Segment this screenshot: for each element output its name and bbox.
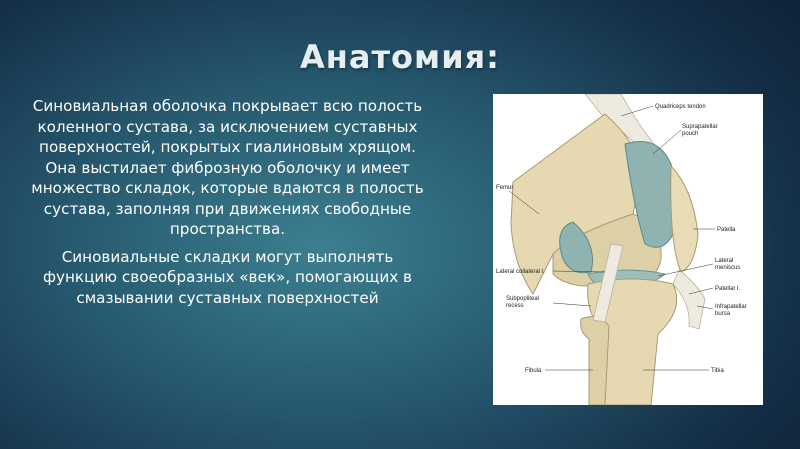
label-subpopliteal-2: recess [506, 303, 524, 309]
body-text [30, 96, 425, 315]
label-lateral-meniscus-2: meniscus [715, 265, 741, 271]
patella-shape [671, 166, 698, 272]
slide-title: Анатомия: [300, 38, 500, 76]
label-fibula: Fibula [525, 368, 542, 374]
label-suprapatellar-pouch-1: Suprapatellar [682, 124, 718, 130]
fibula-shape [581, 317, 609, 405]
knee-illustration [493, 94, 763, 405]
label-suprapatellar-pouch-2: pouch [682, 131, 699, 137]
label-tibia: Tibia [711, 368, 724, 374]
paragraph-synovial-folds: Синовиальные складки могут выполнять функцию своеобразных «век», помогающих в смазывании суставных поверхностей [43, 247, 412, 307]
knee-anatomy-figure [493, 94, 763, 405]
label-quadriceps-tendon: Quadriceps tendon [655, 104, 706, 110]
paragraph-synovial-membrane: Синовиальная оболочка покрывает всю полость коленного сустава, за исключением суставных поверхностей, покрытых гиалиновым хрящом. Она выстилает фиброзную оболочку и имеет множество складок, которые вдаются в полость сустава, заполняя при движениях свободные пространства. [31, 97, 424, 238]
label-infrapatellar-1: Infrapatellar [715, 304, 747, 310]
label-femur: Femur [496, 185, 514, 191]
label-patellar-ligament: Patellar l. [715, 286, 741, 292]
label-infrapatellar-2: bursa [715, 311, 731, 317]
label-lateral-meniscus-1: Lateral [715, 258, 734, 264]
label-lateral-collateral: Lateral collateral l. [496, 269, 545, 275]
label-subpopliteal-1: Subpopliteal [506, 296, 540, 302]
label-patella: Patella [717, 227, 736, 233]
patellar-ligament-shape [673, 270, 705, 329]
